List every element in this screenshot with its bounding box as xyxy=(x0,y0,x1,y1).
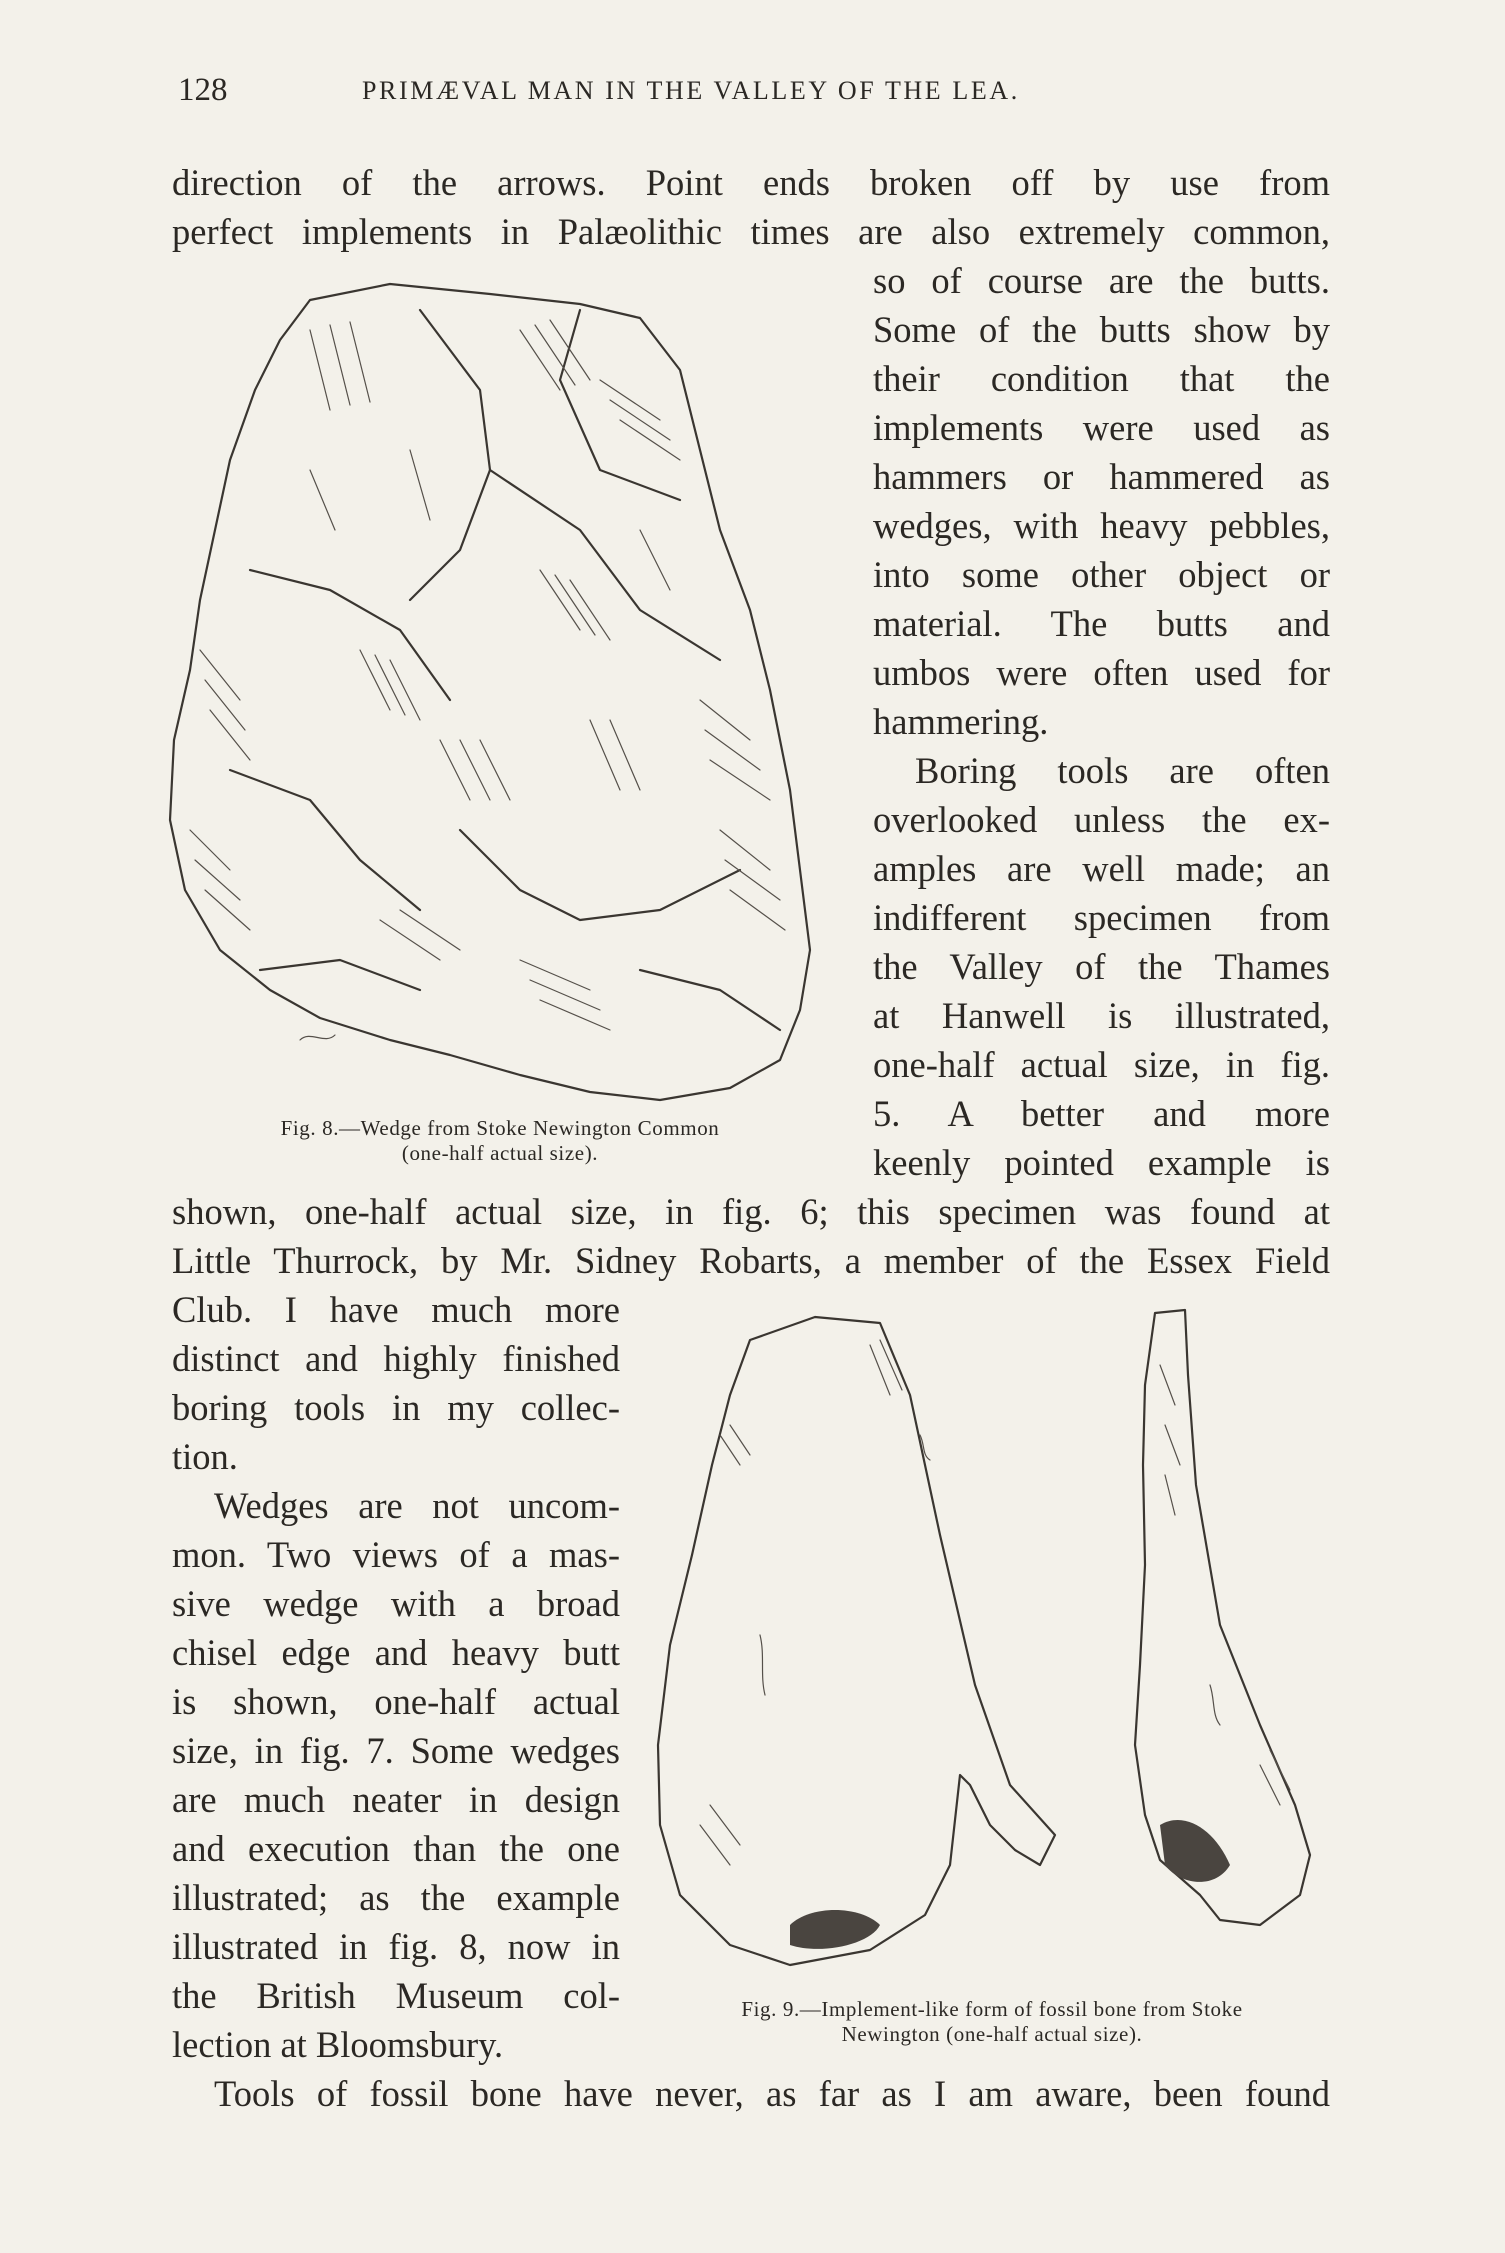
text-line: the Valley of the Thames xyxy=(873,946,1330,987)
fig8-wedge-illustration xyxy=(160,270,830,1120)
text-line: the British Museum col- xyxy=(172,1975,620,2016)
text-line: and execution than the one xyxy=(172,1828,620,1869)
text-line: Club. I have much more xyxy=(172,1289,620,1330)
text-line: illustrated in fig. 8, now in xyxy=(172,1926,620,1967)
fig9-fossil-bone-illustration xyxy=(640,1305,1330,1985)
text-line: keenly pointed example is xyxy=(873,1142,1330,1183)
text-line: lection at Bloomsbury. xyxy=(172,2024,504,2065)
text-line: their condition that the xyxy=(873,358,1330,399)
page-header xyxy=(172,72,1332,122)
page-number: 128 xyxy=(178,72,228,108)
text-line: amples are well made; an xyxy=(873,848,1330,889)
text-line: wedges, with heavy pebbles, xyxy=(873,505,1330,546)
text-line: Tools of fossil bone have never, as far as I am aware, been found xyxy=(214,2073,1330,2114)
text-line: direction of the arrows. Point ends broken off by use from xyxy=(172,162,1330,203)
text-line: sive wedge with a broad xyxy=(172,1583,620,1624)
fig8-caption-line1: Fig. 8.—Wedge from Stoke Newington Common xyxy=(280,1116,720,1140)
text-line: material. The butts and xyxy=(873,603,1330,644)
text-line: one-half actual size, in fig. xyxy=(873,1044,1330,1085)
fig9-caption-line1: Fig. 9.—Implement-like form of fossil bone from Stoke xyxy=(741,1997,1243,2021)
text-line: chisel edge and heavy butt xyxy=(172,1632,620,1673)
text-line: Boring tools are often xyxy=(915,750,1330,791)
text-line: hammering. xyxy=(873,701,1049,742)
text-line: size, in fig. 7. Some wedges xyxy=(172,1730,620,1771)
text-line: Little Thurrock, by Mr. Sidney Robarts, a member of the Essex Field xyxy=(172,1240,1330,1281)
text-line: so of course are the butts. xyxy=(873,260,1330,301)
text-line: at Hanwell is illustrated, xyxy=(873,995,1330,1036)
text-line: overlooked unless the ex- xyxy=(873,799,1330,840)
text-line: perfect implements in Palæolithic times are also extremely common, xyxy=(172,211,1330,252)
text-line: is shown, one-half actual xyxy=(172,1681,620,1722)
text-line: Wedges are not uncom- xyxy=(214,1485,620,1526)
text-line: are much neater in design xyxy=(172,1779,620,1820)
text-line: umbos were often used for xyxy=(873,652,1330,693)
fig9-caption-line2: Newington (one-half actual size). xyxy=(841,2022,1143,2046)
text-line: illustrated; as the example xyxy=(172,1877,620,1918)
text-line: shown, one-half actual size, in fig. 6; this specimen was found at xyxy=(172,1191,1330,1232)
fig8-caption-line2: (one-half actual size). xyxy=(401,1141,599,1165)
text-line: hammers or hammered as xyxy=(873,456,1330,497)
text-line: boring tools in my collec- xyxy=(172,1387,620,1428)
text-line: 5. A better and more xyxy=(873,1093,1330,1134)
text-line: Some of the butts show by xyxy=(873,309,1330,350)
text-line: tion. xyxy=(172,1436,238,1477)
running-title: PRIMÆVAL MAN IN THE VALLEY OF THE LEA. xyxy=(362,76,1020,105)
text-line: distinct and highly finished xyxy=(172,1338,620,1379)
text-line: implements were used as xyxy=(873,407,1330,448)
text-line: indifferent specimen from xyxy=(873,897,1330,938)
text-line: into some other object or xyxy=(873,554,1330,595)
text-line: mon. Two views of a mas- xyxy=(172,1534,620,1575)
